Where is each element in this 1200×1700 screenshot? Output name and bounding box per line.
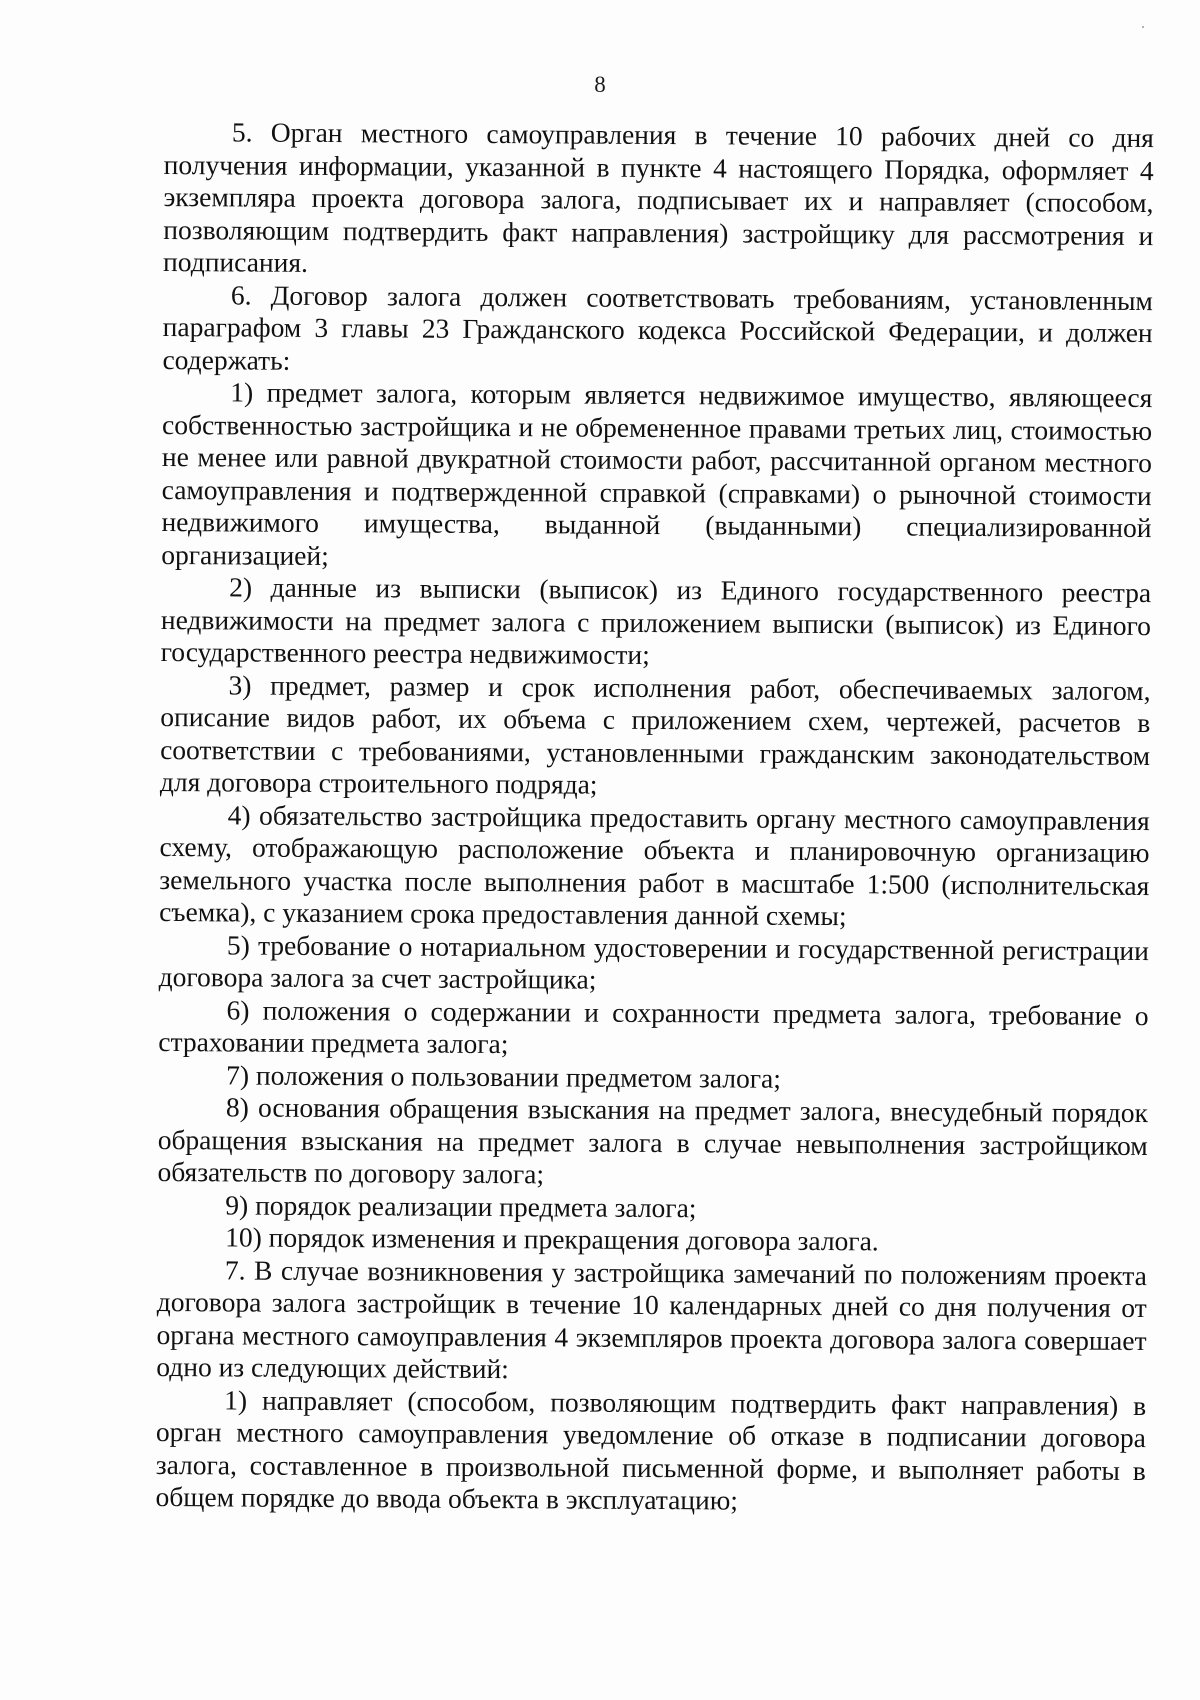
scan-speck	[1142, 26, 1144, 28]
paragraph-7: 7. В случае возникновения у застройщика замечаний по положениям проекта договора залога застройщик в течение 10 календарных дней со дня получения от органа местного самоуправления 4 экземпляров проекта договора залога совершает одно из следующих действий:	[156, 1253, 1148, 1385]
list-item-6-3: 3) предмет, размер и срок исполнения работ, обеспечиваемых залогом, описание видов работ, их объема с приложением схем, чертежей, расчетов в соответствии с требованиями, установленными гражданским законодательством для договора строительного подряда;	[159, 668, 1151, 800]
list-item-6-1: 1) предмет залога, которым является недвижимое имущество, являющееся собственностью застройщика и не обремененное правами третьих лиц, стоимостью не менее или равной двукратной стоимости работ, рассчитанной органом местного самоуправления и подтвержденной справкой (справками) о рыночной стоимости недвижимого имущества, выданной (выданными) специализированной организацией;	[161, 376, 1153, 571]
paragraph-5: 5. Орган местного самоуправления в течение 10 рабочих дней со дня получения информации, указанной в пункте 4 настоящего Порядка, оформляет 4 экземпляра проекта договора залога, подписывает их и направляет (способом, позволяющим подтвердить факт направления) застройщику для рассмотрения и подписания.	[163, 116, 1154, 278]
page-number: 8	[594, 72, 606, 97]
list-item-7-1: 1) направляет (способом, позволяющим подтвердить факт направления) в орган местного самоуправления уведомление об отказе в подписании договора залога, составленное в произвольной письменной форме, и выполняет работы в общем порядке до ввода объекта в эксплуатацию;	[155, 1383, 1147, 1516]
list-item-6-10: 10) порядок изменения и прекращения договора залога.	[225, 1221, 879, 1257]
list-item-6-9: 9) порядок реализации предмета залога;	[225, 1188, 697, 1223]
list-item-6-4: 4) обязательство застройщика предоставить органу местного самоуправления схему, отображающую расположение объекта и планировочную организацию земельного участка после выполнения работ в масштабе 1:500 (исполнительская съемка), с указанием срока предоставления данной схемы;	[159, 798, 1150, 932]
list-item-6-8: 8) основания обращения взыскания на предмет залога, внесудебный порядок обращения взыскания на предмет залога в случае невыполнения застройщиком обязательств по договору залога;	[157, 1091, 1149, 1190]
list-item-6-7: 7) положения о пользовании предметом залога;	[226, 1058, 781, 1094]
document-body	[155, 116, 1154, 1520]
list-item-6-2: 2) данные из выписки (выписок) из Единого государственного реестра недвижимости на предмет залога с приложением выписки (выписок) из Единого государственного реестра недвижимости;	[160, 571, 1152, 670]
list-item-6-6: 6) положения о содержании и сохранности предмета залога, требование о страховании предмета залога;	[158, 993, 1149, 1060]
list-item-6-5: 5) требование о нотариальном удостоверении и государственной регистрации договора залога за счет застройщика;	[158, 928, 1150, 995]
paragraph-6: 6. Договор залога должен соответствовать требованиям, установленным параграфом 3 главы 23 Гражданского кодекса Российской Федерации, и должен содержать:	[162, 278, 1153, 376]
